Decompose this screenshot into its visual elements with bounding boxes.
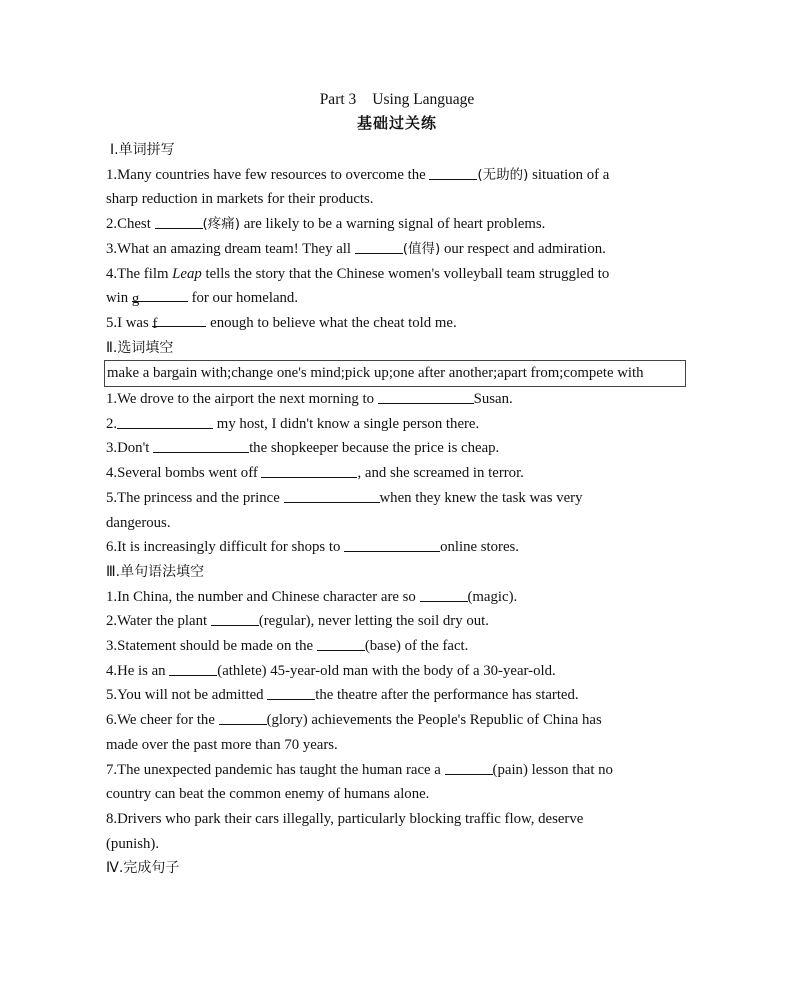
question-line: 6.It is increasingly difficult for shops to online stores. [106, 539, 519, 556]
section-heading-word-choice: Ⅱ.选词填空 [106, 339, 174, 356]
answer-blank[interactable] [344, 537, 440, 552]
section-heading-complete-sentences: Ⅳ.完成句子 [106, 860, 180, 877]
header [0, 89, 794, 136]
question-line: 2.Chest (疼痛) are likely to be a warning signal of heart problems. [106, 216, 546, 233]
answer-blank[interactable] [284, 488, 380, 503]
page-subtitle: 基础过关练 [356, 114, 437, 132]
answer-blank[interactable] [155, 214, 203, 229]
question-line: dangerous. [106, 514, 171, 531]
answer-blank[interactable] [211, 611, 259, 626]
answer-blank[interactable] [317, 636, 365, 651]
question-line: win g for our homeland. [106, 286, 686, 311]
question-line: 4.The film Leap tells the story that the Chinese women's volleyball team struggled to [106, 265, 610, 282]
question-line: 3.Statement should be made on the (base) of the fact. [106, 638, 469, 655]
word-bank-box [104, 360, 686, 387]
question-line: 1.We drove to the airport the next morning to Susan. [106, 391, 513, 408]
answer-blank[interactable]: g [132, 287, 188, 302]
page-title: Part 3 Using Language [319, 91, 475, 108]
question-line: (punish). [106, 835, 160, 852]
section-heading-spelling: Ⅰ.单词拼写 [110, 142, 175, 158]
question-line: 2.Water the plant (regular), never letting the soil dry out. [106, 613, 489, 630]
answer-blank[interactable] [445, 760, 493, 775]
answer-blank[interactable] [420, 587, 468, 602]
question-line: 1.In China, the number and Chinese character are so (magic). [106, 588, 518, 605]
word-bank: make a bargain with;change one's mind;pick up;one after another;apart from;compete with [107, 365, 644, 382]
answer-blank[interactable] [267, 685, 315, 700]
question-line: 3.What an amazing dream team! They all (值得) our respect and admiration. [106, 240, 606, 257]
worksheet-content [106, 138, 686, 881]
answer-blank[interactable] [117, 414, 213, 429]
question-line: made over the past more than 70 years. [106, 736, 338, 753]
question-line: 1.Many countries have few resources to overcome the (无助的) situation of a [106, 166, 610, 183]
question-line: 6.We cheer for the (glory) achievements the People's Republic of China has [106, 712, 602, 729]
answer-blank[interactable] [153, 438, 249, 453]
answer-blank[interactable]: f [152, 312, 206, 327]
question-line: 7.The unexpected pandemic has taught the human race a (pain) lesson that no [106, 761, 613, 778]
question-line: 5.The princess and the prince when they knew the task was very [106, 489, 583, 506]
question-line: 8.Drivers who park their cars illegally, particularly blocking traffic flow, deserve [106, 810, 584, 827]
answer-blank[interactable] [219, 710, 267, 725]
question-line: 2. my host, I didn't know a single person there. [106, 415, 480, 432]
question-line: 5.I was f enough to believe what the cheat told me. [106, 311, 686, 336]
question-line: 4.He is an (athlete) 45-year-old man with the body of a 30-year-old. [106, 662, 556, 679]
section-heading-grammar: Ⅲ.单句语法填空 [106, 563, 205, 580]
answer-blank[interactable] [355, 239, 403, 254]
question-line: sharp reduction in markets for their products. [106, 191, 374, 208]
answer-blank[interactable] [261, 463, 357, 478]
answer-blank[interactable] [169, 661, 217, 676]
question-line: 3.Don't the shopkeeper because the price is cheap. [106, 440, 500, 457]
answer-blank[interactable] [429, 165, 477, 180]
question-line: 5.You will not be admitted the theatre after the performance has started. [106, 687, 579, 704]
question-line: country can beat the common enemy of humans alone. [106, 786, 430, 803]
question-line: 4.Several bombs went off , and she screamed in terror. [106, 465, 524, 482]
answer-blank[interactable] [378, 389, 474, 404]
